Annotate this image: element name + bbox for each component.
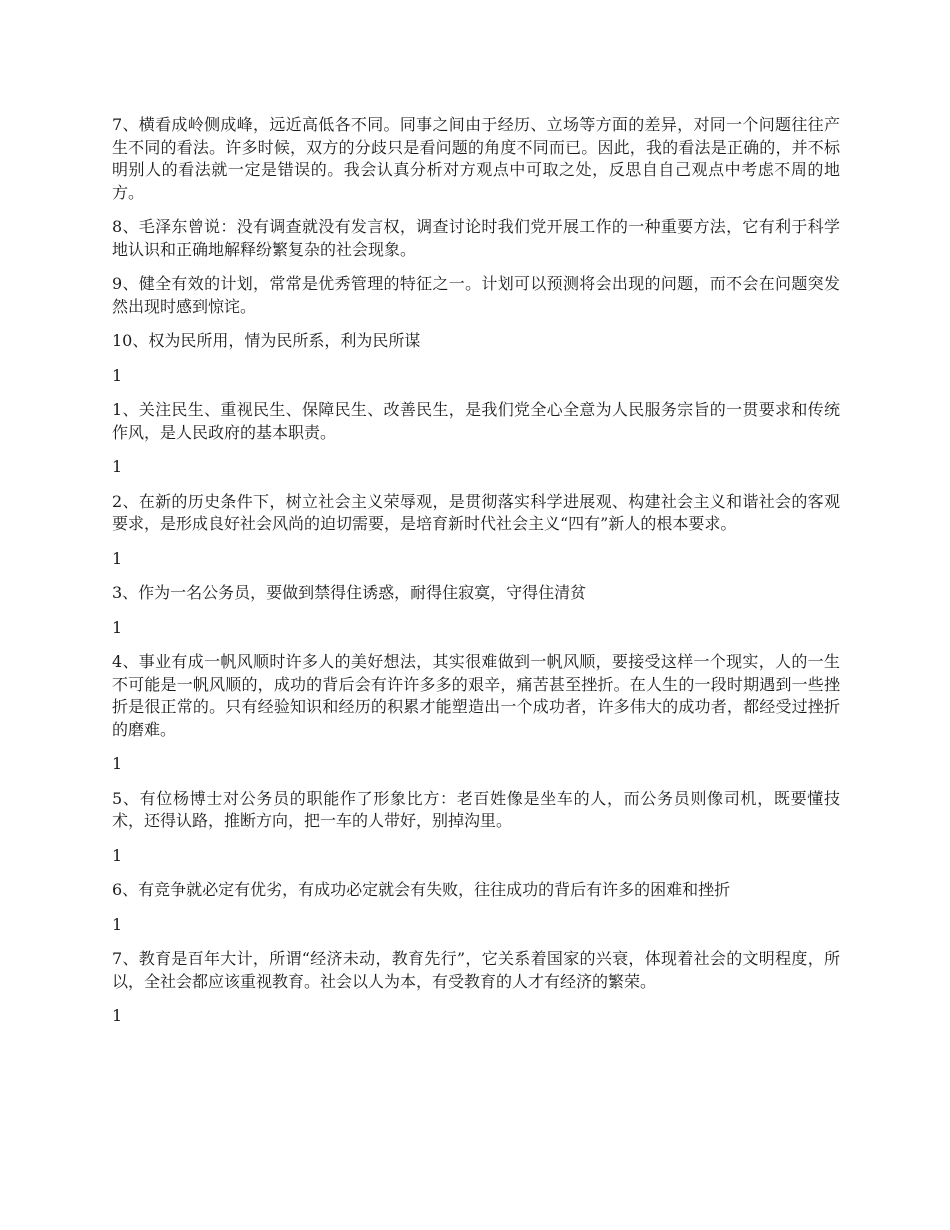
paragraph-3-civil-servant: 3、作为一名公务员，要做到禁得住诱惑，耐得住寂寞，守得住清贫: [112, 583, 587, 602]
paragraph-2-honor-disgrace: 2、在新的历史条件下，树立社会主义荣辱观，是贯彻落实科学进展观、构建社会主义和谐社会的客观要求，是形成良好社会风尚的迫切需要，是培育新时代社会主义“四有”新人的根本要求。: [112, 491, 840, 533]
page-marker: 1: [112, 457, 123, 476]
page-marker: 1: [112, 845, 123, 865]
paragraph-10-power-for-people: 10、权为民所用，情为民所系，利为民所谋: [112, 331, 421, 350]
paragraph-7-education: 7、教育是百年大计，所谓“经济未动，教育先行”，它关系着国家的兴衰，体现着社会的文明程度，所以，全社会都应该重视教育。社会以人为本，有受教育的人才有经济的繁荣。: [112, 949, 840, 991]
paragraph-9-planning: 9、健全有效的计划，常常是优秀管理的特征之一。计划可以预测将会出现的问题，而不会在问题突发然出现时感到惊诧。: [112, 274, 840, 316]
paragraph-1-livelihood: 1、关注民生、重视民生、保障民生、改善民生，是我们党全心全意为人民服务宗旨的一贯要求和传统作风，是人民政府的基本职责。: [112, 400, 840, 442]
page-marker: 1: [112, 754, 123, 773]
page-marker: 1: [112, 1006, 123, 1025]
paragraph-5-driver-analogy: 5、有位杨博士对公务员的职能作了形象比方：老百姓像是坐车的人，而公务员则像司机，既要懂技术，还得认路，推断方向，把一车的人带好，别掉沟里。: [112, 788, 840, 830]
paragraph-8-investigation: 8、毛泽东曾说：没有调查就没有发言权，调查讨论时我们党开展工作的一种重要方法，它有利于科学地认识和正确地解释纷繁复杂的社会现象。: [112, 217, 840, 259]
page-marker: 1: [112, 914, 123, 934]
paragraph-6-competition: 6、有竞争就必定有优劣，有成功必定就会有失败，往往成功的背后有许多的困难和挫折: [112, 880, 731, 899]
paragraph-4-setbacks: 4、事业有成一帆风顺时许多人的美好想法，其实很难做到一帆风顺，要接受这样一个现实，人的一生不可能是一帆风顺的，成功的背后会有许许多多的艰辛，痛苦甚至挫折。在人生的一段时期遇到一些挫折是很正常的。只有经验知识和经历的积累才能塑造出一个成功者，许多伟大的成功者，都经受过挫折的磨难。: [112, 652, 840, 739]
page-marker: 1: [112, 548, 123, 568]
page-marker: 1: [112, 617, 123, 637]
paragraph-7-perspective: 7、横看成岭侧成峰，远近高低各不同。同事之间由于经历、立场等方面的差异，对同一个问题往往产生不同的看法。许多时候，双方的分歧只是看问题的角度不同而已。因此，我的看法是正确的，并不标明别人的看法就一定是错误的。我会认真分析对方观点中可取之处，反思自自己观点中考虑不周的地方。: [112, 115, 840, 202]
document-body: [112, 114, 840, 1040]
page-marker: 1: [112, 365, 123, 385]
